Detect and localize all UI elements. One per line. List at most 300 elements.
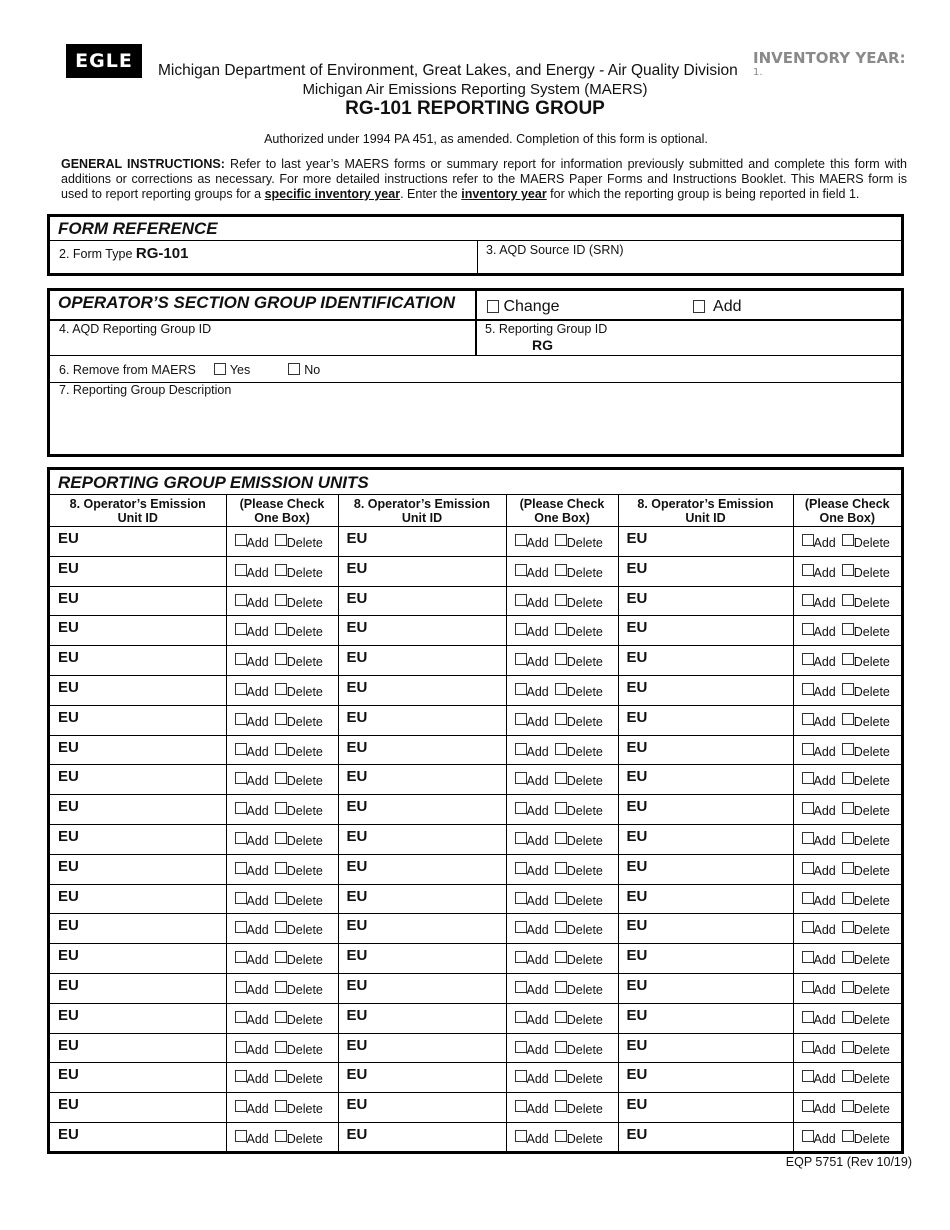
delete-label: Delete bbox=[566, 1072, 603, 1087]
emission-unit-id-cell[interactable] bbox=[618, 1003, 793, 1033]
add-checkbox[interactable] bbox=[515, 1130, 527, 1142]
eu-prefix: EU bbox=[626, 917, 648, 935]
emission-unit-id-cell[interactable] bbox=[50, 556, 226, 586]
delete-checkbox[interactable] bbox=[842, 534, 854, 546]
emission-unit-id-cell[interactable] bbox=[338, 1063, 506, 1093]
add-checkbox[interactable] bbox=[802, 1041, 814, 1053]
delete-checkbox[interactable] bbox=[275, 802, 287, 814]
delete-label: Delete bbox=[286, 953, 323, 968]
delete-label: Delete bbox=[566, 1042, 603, 1057]
emission-unit-id-cell[interactable] bbox=[338, 675, 506, 705]
add-checkbox[interactable] bbox=[515, 623, 527, 635]
emission-unit-id-cell[interactable] bbox=[618, 1063, 793, 1093]
add-checkbox[interactable] bbox=[235, 1130, 247, 1142]
delete-checkbox[interactable] bbox=[842, 683, 854, 695]
eu-prefix: EU bbox=[58, 1066, 79, 1084]
add-checkbox[interactable] bbox=[515, 951, 527, 963]
add-delete-cell bbox=[793, 914, 901, 944]
emission-unit-id-cell[interactable] bbox=[50, 705, 226, 735]
add-checkbox[interactable] bbox=[802, 564, 814, 576]
emission-unit-id-cell[interactable] bbox=[338, 556, 506, 586]
add-checkbox[interactable] bbox=[515, 743, 527, 755]
delete-label: Delete bbox=[566, 923, 603, 938]
add-checkbox[interactable] bbox=[235, 921, 247, 933]
emission-unit-id-cell[interactable] bbox=[338, 1093, 506, 1123]
no-checkbox[interactable] bbox=[288, 363, 300, 375]
add-checkbox[interactable] bbox=[235, 951, 247, 963]
delete-checkbox[interactable] bbox=[275, 951, 287, 963]
delete-checkbox[interactable] bbox=[842, 921, 854, 933]
emission-unit-id-cell[interactable] bbox=[618, 646, 793, 676]
emission-unit-id-cell[interactable] bbox=[50, 765, 226, 795]
emission-units-section bbox=[47, 467, 904, 1154]
inventory-year-field[interactable]: 1. bbox=[753, 67, 763, 78]
add-option[interactable] bbox=[693, 298, 741, 316]
delete-checkbox[interactable] bbox=[555, 832, 567, 844]
emission-unit-id-cell[interactable] bbox=[618, 616, 793, 646]
delete-label: Delete bbox=[286, 833, 323, 848]
delete-checkbox[interactable] bbox=[842, 623, 854, 635]
delete-checkbox[interactable] bbox=[555, 683, 567, 695]
add-label: Add bbox=[526, 684, 549, 699]
emission-unit-id-cell[interactable] bbox=[338, 824, 506, 854]
emission-unit-id-cell[interactable] bbox=[338, 527, 506, 557]
delete-checkbox[interactable] bbox=[275, 1041, 287, 1053]
delete-checkbox[interactable] bbox=[555, 1070, 567, 1082]
emission-unit-id-cell[interactable] bbox=[618, 973, 793, 1003]
eu-prefix: EU bbox=[58, 947, 79, 965]
form-type-value: RG-101 bbox=[135, 245, 189, 262]
add-delete-cell bbox=[793, 765, 901, 795]
emission-unit-id-cell[interactable] bbox=[50, 527, 226, 557]
delete-checkbox[interactable] bbox=[842, 1041, 854, 1053]
emission-unit-id-cell[interactable] bbox=[50, 1063, 226, 1093]
delete-label: Delete bbox=[286, 804, 323, 819]
yes-checkbox[interactable] bbox=[214, 363, 226, 375]
delete-checkbox[interactable] bbox=[275, 564, 287, 576]
emission-unit-id-cell[interactable] bbox=[50, 973, 226, 1003]
delete-checkbox[interactable] bbox=[555, 623, 567, 635]
emission-unit-id-cell[interactable] bbox=[50, 675, 226, 705]
delete-checkbox[interactable] bbox=[842, 832, 854, 844]
delete-checkbox[interactable] bbox=[275, 683, 287, 695]
add-checkbox[interactable] bbox=[802, 1130, 814, 1142]
emission-unit-id-cell[interactable] bbox=[618, 556, 793, 586]
eu-prefix: EU bbox=[346, 857, 368, 875]
add-checkbox[interactable] bbox=[515, 862, 527, 874]
add-checkbox[interactable] bbox=[235, 1011, 247, 1023]
delete-checkbox[interactable] bbox=[275, 743, 287, 755]
delete-label: Delete bbox=[853, 1072, 890, 1087]
delete-checkbox[interactable] bbox=[555, 802, 567, 814]
add-checkbox[interactable] bbox=[515, 892, 527, 904]
delete-checkbox[interactable] bbox=[842, 713, 854, 725]
emission-unit-id-cell[interactable] bbox=[338, 586, 506, 616]
delete-checkbox[interactable] bbox=[555, 1130, 567, 1142]
department-name: Michigan Department of Environment, Great Lakes, and Energy - Air Quality Division bbox=[158, 62, 738, 79]
add-checkbox[interactable] bbox=[235, 1041, 247, 1053]
table-row bbox=[50, 616, 901, 646]
delete-checkbox[interactable] bbox=[842, 1011, 854, 1023]
delete-label: Delete bbox=[566, 684, 603, 699]
emission-unit-id-cell[interactable] bbox=[618, 705, 793, 735]
emission-unit-id-cell[interactable] bbox=[50, 735, 226, 765]
emission-unit-id-cell[interactable] bbox=[618, 914, 793, 944]
emission-unit-id-cell[interactable] bbox=[338, 646, 506, 676]
delete-checkbox[interactable] bbox=[842, 892, 854, 904]
add-delete-cell bbox=[506, 735, 618, 765]
emission-unit-id-cell[interactable] bbox=[50, 854, 226, 884]
delete-checkbox[interactable] bbox=[275, 892, 287, 904]
emission-unit-id-cell[interactable] bbox=[618, 824, 793, 854]
emission-unit-id-cell[interactable] bbox=[50, 586, 226, 616]
emission-unit-id-cell[interactable] bbox=[338, 1033, 506, 1063]
add-checkbox[interactable] bbox=[515, 1041, 527, 1053]
add-delete-cell bbox=[226, 1063, 338, 1093]
add-checkbox[interactable] bbox=[802, 1070, 814, 1082]
add-checkbox[interactable] bbox=[235, 832, 247, 844]
instructions-label: GENERAL INSTRUCTIONS: bbox=[61, 157, 225, 171]
delete-checkbox[interactable] bbox=[842, 862, 854, 874]
delete-label: Delete bbox=[566, 1102, 603, 1117]
eu-prefix: EU bbox=[346, 768, 368, 786]
emission-unit-id-cell[interactable] bbox=[338, 705, 506, 735]
delete-checkbox[interactable] bbox=[275, 1011, 287, 1023]
add-checkbox[interactable] bbox=[802, 862, 814, 874]
delete-checkbox[interactable] bbox=[555, 743, 567, 755]
delete-label: Delete bbox=[566, 863, 603, 878]
delete-checkbox[interactable] bbox=[555, 921, 567, 933]
delete-checkbox[interactable] bbox=[842, 802, 854, 814]
add-delete-cell bbox=[506, 914, 618, 944]
add-delete-cell bbox=[506, 973, 618, 1003]
eu-prefix: EU bbox=[626, 708, 648, 726]
eu-prefix: EU bbox=[626, 1066, 648, 1084]
emission-unit-id-cell[interactable] bbox=[50, 616, 226, 646]
eu-prefix: EU bbox=[58, 589, 79, 607]
add-checkbox[interactable] bbox=[802, 921, 814, 933]
emission-unit-id-cell[interactable] bbox=[338, 1003, 506, 1033]
table-row bbox=[50, 675, 901, 705]
add-checkbox[interactable] bbox=[235, 564, 247, 576]
eu-prefix: EU bbox=[346, 738, 368, 756]
delete-checkbox[interactable] bbox=[275, 981, 287, 993]
add-checkbox[interactable] bbox=[235, 594, 247, 606]
add-delete-cell bbox=[226, 973, 338, 1003]
add-checkbox[interactable] bbox=[235, 802, 247, 814]
add-checkbox[interactable] bbox=[515, 564, 527, 576]
add-checkbox[interactable] bbox=[235, 862, 247, 874]
add-checkbox[interactable] bbox=[235, 623, 247, 635]
add-checkbox[interactable] bbox=[515, 653, 527, 665]
add-checkbox[interactable] bbox=[515, 1070, 527, 1082]
emission-unit-id-cell[interactable] bbox=[618, 944, 793, 974]
delete-checkbox[interactable] bbox=[275, 1070, 287, 1082]
emission-unit-id-cell[interactable] bbox=[618, 1033, 793, 1063]
delete-label: Delete bbox=[286, 1131, 323, 1146]
emission-unit-id-cell[interactable] bbox=[618, 765, 793, 795]
emission-unit-id-cell[interactable] bbox=[338, 735, 506, 765]
delete-checkbox[interactable] bbox=[842, 743, 854, 755]
emission-unit-id-cell[interactable] bbox=[50, 914, 226, 944]
add-checkbox[interactable] bbox=[802, 892, 814, 904]
table-row bbox=[50, 973, 901, 1003]
change-checkbox[interactable] bbox=[487, 300, 499, 313]
add-label: Add bbox=[526, 923, 549, 938]
eu-prefix: EU bbox=[346, 678, 368, 696]
emission-unit-id-cell[interactable] bbox=[618, 675, 793, 705]
emission-unit-id-cell[interactable] bbox=[618, 586, 793, 616]
delete-checkbox[interactable] bbox=[842, 653, 854, 665]
add-checkbox[interactable] bbox=[235, 683, 247, 695]
add-checkbox[interactable] bbox=[802, 534, 814, 546]
add-delete-cell bbox=[226, 884, 338, 914]
form-type-label: 2. Form Type bbox=[59, 247, 136, 261]
delete-label: Delete bbox=[566, 625, 603, 640]
emission-unit-id-cell[interactable] bbox=[338, 1122, 506, 1152]
add-delete-cell bbox=[226, 705, 338, 735]
eu-prefix: EU bbox=[626, 559, 648, 577]
eu-prefix: EU bbox=[346, 947, 368, 965]
add-checkbox[interactable] bbox=[802, 743, 814, 755]
add-checkbox[interactable] bbox=[515, 1011, 527, 1023]
add-checkbox[interactable] bbox=[235, 653, 247, 665]
eu-prefix: EU bbox=[346, 1125, 368, 1143]
add-label: Add bbox=[246, 744, 269, 759]
add-label: Add bbox=[246, 1012, 269, 1027]
eu-prefix: EU bbox=[346, 917, 368, 935]
emission-unit-id-cell[interactable] bbox=[338, 914, 506, 944]
emission-unit-id-cell[interactable] bbox=[618, 735, 793, 765]
emission-unit-id-cell[interactable] bbox=[618, 527, 793, 557]
delete-checkbox[interactable] bbox=[275, 534, 287, 546]
add-checkbox[interactable] bbox=[515, 534, 527, 546]
column-header-check: (Please Check One Box) bbox=[793, 495, 901, 527]
reporting-group-description-field[interactable] bbox=[59, 383, 231, 397]
delete-checkbox[interactable] bbox=[555, 951, 567, 963]
column-header-unit-id: 8. Operator’s Emission Unit ID bbox=[50, 495, 226, 527]
delete-checkbox[interactable] bbox=[275, 921, 287, 933]
add-checkbox[interactable] bbox=[515, 772, 527, 784]
add-delete-cell bbox=[793, 675, 901, 705]
srn-field[interactable] bbox=[486, 243, 624, 257]
add-label: Add bbox=[246, 833, 269, 848]
delete-checkbox[interactable] bbox=[842, 772, 854, 784]
emission-unit-id-cell[interactable] bbox=[50, 1033, 226, 1063]
add-checkbox[interactable] bbox=[235, 743, 247, 755]
delete-checkbox[interactable] bbox=[555, 1041, 567, 1053]
emission-unit-id-cell[interactable] bbox=[338, 765, 506, 795]
table-row bbox=[50, 1063, 901, 1093]
eu-prefix: EU bbox=[346, 1036, 368, 1054]
delete-checkbox[interactable] bbox=[275, 862, 287, 874]
delete-checkbox[interactable] bbox=[275, 1100, 287, 1112]
add-checkbox[interactable] bbox=[515, 832, 527, 844]
delete-checkbox[interactable] bbox=[555, 534, 567, 546]
eu-prefix: EU bbox=[58, 1006, 79, 1024]
add-label: Add bbox=[526, 655, 549, 670]
emission-unit-id-cell[interactable] bbox=[50, 646, 226, 676]
delete-label: Delete bbox=[853, 1102, 890, 1117]
emission-unit-id-cell[interactable] bbox=[618, 1122, 793, 1152]
add-checkbox[interactable] bbox=[235, 892, 247, 904]
emission-unit-id-cell[interactable] bbox=[618, 795, 793, 825]
add-checkbox[interactable] bbox=[515, 981, 527, 993]
add-checkbox[interactable] bbox=[802, 832, 814, 844]
emission-unit-id-cell[interactable] bbox=[338, 973, 506, 1003]
add-checkbox[interactable] bbox=[235, 772, 247, 784]
add-label: Add bbox=[526, 833, 549, 848]
add-label: Add bbox=[813, 625, 836, 640]
add-checkbox[interactable] bbox=[515, 1100, 527, 1112]
delete-checkbox[interactable] bbox=[842, 1100, 854, 1112]
add-label: Add bbox=[713, 298, 742, 315]
add-checkbox[interactable] bbox=[515, 683, 527, 695]
delete-checkbox[interactable] bbox=[275, 653, 287, 665]
general-instructions bbox=[61, 157, 907, 202]
add-checkbox[interactable] bbox=[235, 1100, 247, 1112]
eu-prefix: EU bbox=[58, 1096, 79, 1114]
delete-checkbox[interactable] bbox=[842, 1130, 854, 1142]
eu-prefix: EU bbox=[346, 1096, 368, 1114]
delete-checkbox[interactable] bbox=[275, 713, 287, 725]
add-delete-cell bbox=[793, 824, 901, 854]
add-checkbox[interactable] bbox=[235, 1070, 247, 1082]
emission-unit-id-cell[interactable] bbox=[50, 944, 226, 974]
change-option[interactable] bbox=[487, 298, 560, 316]
emission-unit-id-cell[interactable] bbox=[338, 616, 506, 646]
add-delete-cell bbox=[226, 1122, 338, 1152]
emission-unit-id-cell[interactable] bbox=[50, 884, 226, 914]
delete-checkbox[interactable] bbox=[555, 713, 567, 725]
delete-checkbox[interactable] bbox=[555, 892, 567, 904]
delete-checkbox[interactable] bbox=[555, 1100, 567, 1112]
delete-checkbox[interactable] bbox=[842, 594, 854, 606]
emission-unit-id-cell[interactable] bbox=[618, 884, 793, 914]
delete-checkbox[interactable] bbox=[275, 623, 287, 635]
eu-prefix: EU bbox=[346, 559, 368, 577]
srn-label: 3. AQD Source ID (SRN) bbox=[486, 243, 624, 257]
eu-prefix: EU bbox=[346, 827, 368, 845]
eu-prefix: EU bbox=[626, 1036, 648, 1054]
emission-unit-id-cell[interactable] bbox=[338, 854, 506, 884]
eu-prefix: EU bbox=[58, 738, 79, 756]
add-delete-cell bbox=[793, 1063, 901, 1093]
delete-checkbox[interactable] bbox=[555, 594, 567, 606]
add-checkbox[interactable] bbox=[802, 951, 814, 963]
add-label: Add bbox=[246, 774, 269, 789]
emission-unit-id-cell[interactable] bbox=[618, 854, 793, 884]
eu-prefix: EU bbox=[346, 589, 368, 607]
emission-unit-id-cell[interactable] bbox=[338, 884, 506, 914]
add-label: Add bbox=[526, 625, 549, 640]
add-delete-cell bbox=[506, 527, 618, 557]
emission-unit-id-cell[interactable] bbox=[50, 824, 226, 854]
add-delete-cell bbox=[506, 824, 618, 854]
add-checkbox[interactable] bbox=[802, 772, 814, 784]
delete-checkbox[interactable] bbox=[275, 772, 287, 784]
add-delete-cell bbox=[506, 854, 618, 884]
delete-checkbox[interactable] bbox=[275, 594, 287, 606]
emission-unit-id-cell[interactable] bbox=[50, 1003, 226, 1033]
add-delete-cell bbox=[226, 795, 338, 825]
delete-checkbox[interactable] bbox=[555, 653, 567, 665]
add-checkbox[interactable] bbox=[802, 653, 814, 665]
emission-unit-id-cell[interactable] bbox=[618, 1093, 793, 1123]
add-checkbox[interactable] bbox=[802, 713, 814, 725]
form-title: RG-101 REPORTING GROUP bbox=[345, 98, 605, 119]
add-checkbox[interactable] bbox=[802, 1011, 814, 1023]
add-label: Add bbox=[526, 1012, 549, 1027]
add-checkbox[interactable] bbox=[235, 534, 247, 546]
aqd-reporting-group-id-field[interactable] bbox=[59, 322, 211, 336]
emission-unit-id-cell[interactable] bbox=[50, 795, 226, 825]
add-checkbox[interactable] bbox=[235, 981, 247, 993]
add-checkbox[interactable] bbox=[693, 300, 705, 313]
instructions-text-2: . Enter the bbox=[400, 187, 462, 201]
delete-checkbox[interactable] bbox=[555, 772, 567, 784]
add-label: Add bbox=[813, 923, 836, 938]
delete-label: Delete bbox=[853, 893, 890, 908]
emission-unit-id-cell[interactable] bbox=[50, 1122, 226, 1152]
add-checkbox[interactable] bbox=[802, 683, 814, 695]
add-checkbox[interactable] bbox=[515, 713, 527, 725]
delete-label: Delete bbox=[853, 804, 890, 819]
delete-checkbox[interactable] bbox=[555, 564, 567, 576]
add-checkbox[interactable] bbox=[802, 1100, 814, 1112]
delete-checkbox[interactable] bbox=[275, 1130, 287, 1142]
eu-prefix: EU bbox=[346, 649, 368, 667]
add-label: Add bbox=[246, 684, 269, 699]
delete-checkbox[interactable] bbox=[275, 832, 287, 844]
add-delete-cell bbox=[506, 586, 618, 616]
egle-logo: EGLE bbox=[66, 44, 142, 78]
delete-label: Delete bbox=[853, 982, 890, 997]
add-checkbox[interactable] bbox=[802, 594, 814, 606]
delete-checkbox[interactable] bbox=[555, 1011, 567, 1023]
add-label: Add bbox=[246, 923, 269, 938]
delete-label: Delete bbox=[566, 744, 603, 759]
delete-checkbox[interactable] bbox=[842, 1070, 854, 1082]
add-checkbox[interactable] bbox=[802, 623, 814, 635]
divider bbox=[477, 240, 478, 273]
add-checkbox[interactable] bbox=[515, 921, 527, 933]
yes-label: Yes bbox=[229, 363, 251, 377]
delete-checkbox[interactable] bbox=[842, 564, 854, 576]
emission-unit-id-cell[interactable] bbox=[338, 795, 506, 825]
add-checkbox[interactable] bbox=[235, 713, 247, 725]
add-delete-cell bbox=[506, 884, 618, 914]
system-name: Michigan Air Emissions Reporting System (MAERS) bbox=[302, 81, 648, 98]
add-delete-cell bbox=[226, 765, 338, 795]
delete-checkbox[interactable] bbox=[555, 981, 567, 993]
emission-unit-id-cell[interactable] bbox=[50, 1093, 226, 1123]
emission-unit-id-cell[interactable] bbox=[338, 944, 506, 974]
add-label: Add bbox=[813, 565, 836, 580]
add-label: Add bbox=[526, 1102, 549, 1117]
add-checkbox[interactable] bbox=[802, 981, 814, 993]
delete-label: Delete bbox=[566, 774, 603, 789]
delete-checkbox[interactable] bbox=[555, 862, 567, 874]
eu-prefix: EU bbox=[58, 1036, 79, 1054]
delete-checkbox[interactable] bbox=[842, 981, 854, 993]
add-checkbox[interactable] bbox=[802, 802, 814, 814]
add-checkbox[interactable] bbox=[515, 594, 527, 606]
reporting-group-id-field[interactable] bbox=[485, 322, 607, 336]
add-checkbox[interactable] bbox=[515, 802, 527, 814]
delete-checkbox[interactable] bbox=[842, 951, 854, 963]
delete-label: Delete bbox=[853, 744, 890, 759]
